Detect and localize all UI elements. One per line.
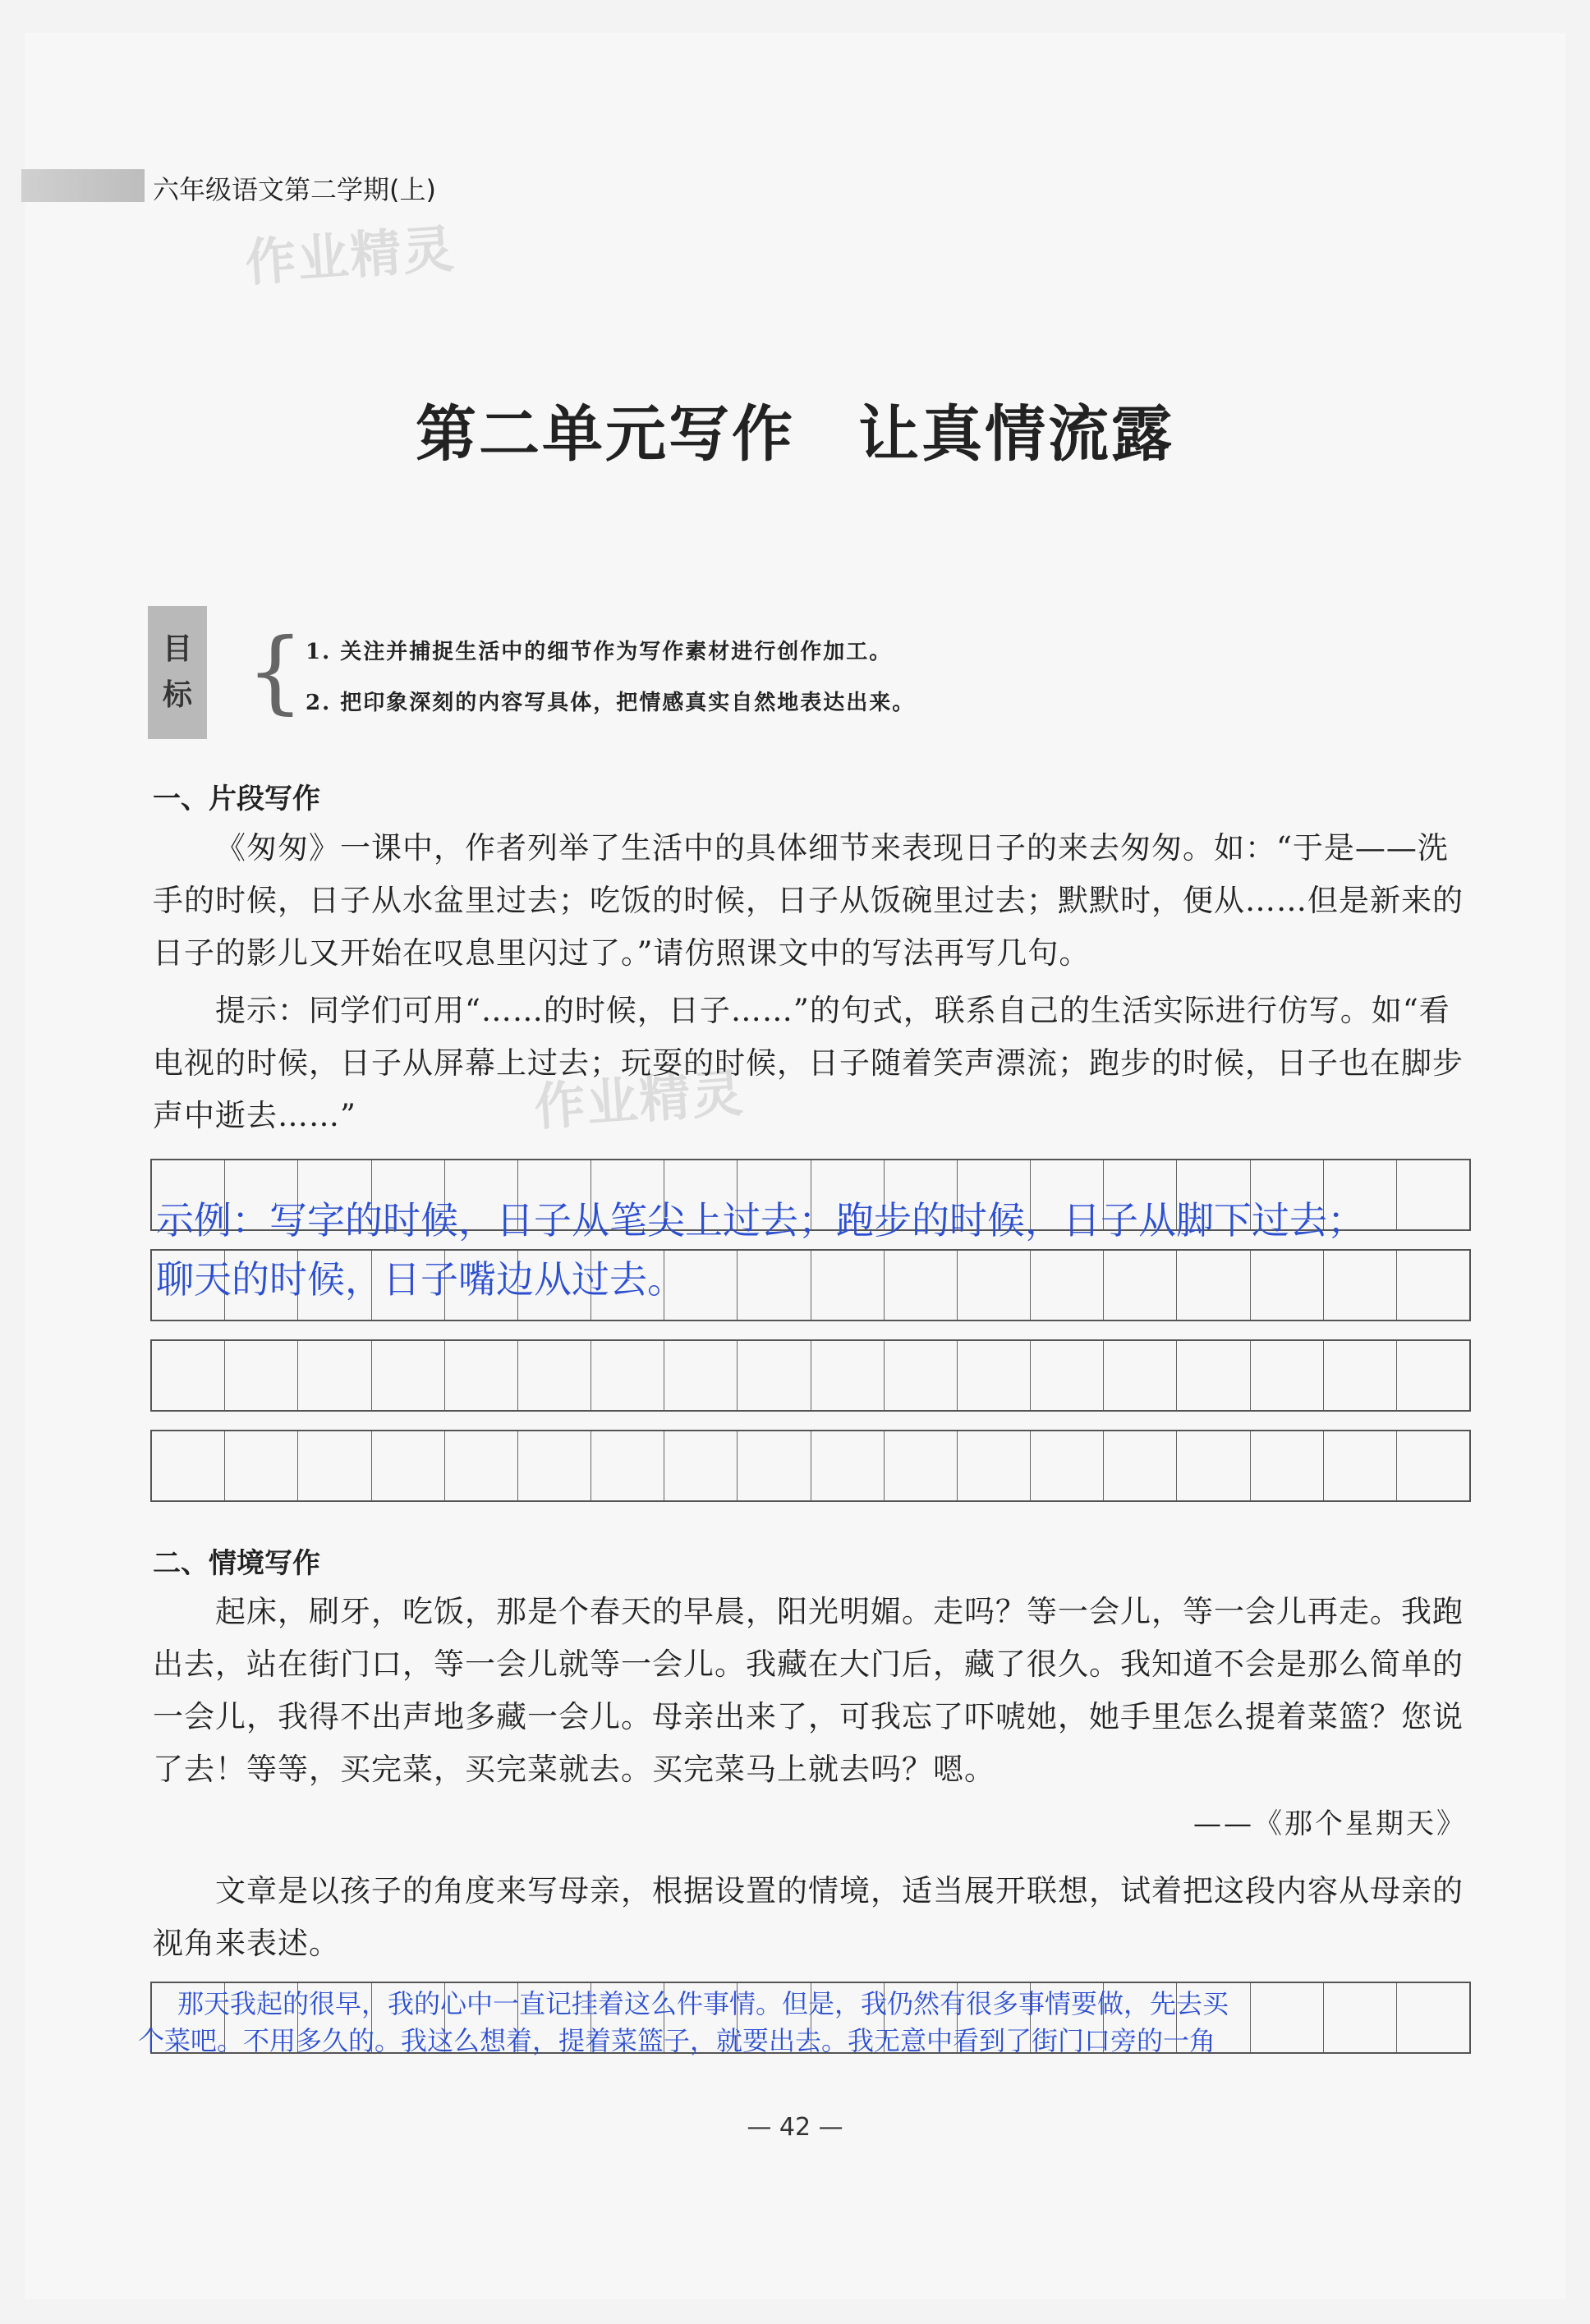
writing-grid-row <box>150 1430 1471 1502</box>
grid-cell <box>372 1341 445 1410</box>
section-heading: 二、情境写作 <box>153 1547 320 1580</box>
grid-cell <box>958 1341 1031 1410</box>
grid-cell <box>518 1431 591 1500</box>
grid-cell <box>1031 1251 1104 1320</box>
grid-cell <box>738 1341 811 1410</box>
grid-cell <box>1324 1431 1397 1500</box>
grid-cell <box>591 1341 664 1410</box>
grid-cell <box>1397 1431 1469 1500</box>
grid-cell <box>1251 1341 1324 1410</box>
grid-cell <box>225 1431 298 1500</box>
grid-cell <box>1251 1983 1324 2052</box>
grid-cell <box>1177 1341 1250 1410</box>
goals-label-char: 标 <box>162 678 192 712</box>
watermark-middle: 作业精灵 <box>532 1063 747 1137</box>
book-title: 六年级语文第二学期(上) <box>153 174 436 205</box>
grid-cell <box>445 1431 518 1500</box>
grid-cell <box>1397 1341 1469 1410</box>
grid-cell <box>1177 1251 1250 1320</box>
grid-cell <box>225 1341 298 1410</box>
scenario-passage: 起床，刷牙，吃饭，那是个春天的早晨，阳光明媚。走吗？等一会儿，等一会儿再走。我跑出去，站在街门口，等一会儿就等一会儿。我藏在大门后，藏了很久。我知道不会是那么简单的一会儿，我得不出声地多藏一会儿。母亲出来了，可我忘了吓唬她，她手里怎么提着菜篮？您说了去！等等，买完菜，买完菜就去。买完菜马上就去吗？嗯。 <box>153 1594 1464 1787</box>
grid-cell <box>1031 1431 1104 1500</box>
handwritten-answer: 聊天的时候，日子嘴边从过去。 <box>156 1257 685 1302</box>
grid-cell <box>372 1431 445 1500</box>
goal-item: 1. 关注并捕捉生活中的细节作为写作素材进行创作加工。 <box>306 640 893 664</box>
goals-label <box>148 606 207 739</box>
grid-cell <box>1177 1431 1250 1500</box>
grid-cell <box>1397 1160 1469 1229</box>
grid-cell <box>664 1431 738 1500</box>
grid-cell <box>1251 1431 1324 1500</box>
grid-cell <box>811 1431 885 1500</box>
header-decoration-bar <box>21 169 145 202</box>
grid-cell <box>518 1341 591 1410</box>
writing-grid-row <box>150 1339 1471 1412</box>
grid-cell <box>1104 1431 1177 1500</box>
goal-item: 2. 把印象深刻的内容写具体，把情感真实自然地表达出来。 <box>306 691 916 715</box>
grid-cell <box>1324 1341 1397 1410</box>
grid-cell <box>811 1341 885 1410</box>
grid-cell <box>1324 1983 1397 2052</box>
grid-cell <box>958 1251 1031 1320</box>
section1-paragraph: 《匆匆》一课中，作者列举了生活中的具体细节来表现日子的来去匆匆。如：“于是——洗手的时候，日子从水盆里过去；吃饭的时候，日子从饭碗里过去；默默时，便从……但是新来的日子的影儿又开始在叹息里闪过了。”请仿照课文中的写法再写几句。 <box>153 830 1464 971</box>
grid-cell <box>152 1431 225 1500</box>
handwritten-answer: 那天我起的很早，我的心中一直记挂着这么件事情。但是，我仍然有很多事情要做，先去买 <box>177 1988 1229 2019</box>
grid-cell <box>1031 1341 1104 1410</box>
passage-source: ——《那个星期天》 <box>1193 1807 1467 1840</box>
handwritten-answer: 示例：写字的时候，日子从笔尖上过去；跑步的时候，日子从脚下过去； <box>156 1198 1365 1242</box>
grid-cell <box>885 1431 958 1500</box>
grid-cell <box>1324 1251 1397 1320</box>
goals-brace: { <box>246 618 304 723</box>
handwritten-answer: 个菜吧。不用多久的。我这么想着，提着菜篮子，就要出去。我无意中看到了街门口旁的一角 <box>138 2025 1216 2056</box>
goals-label-char: 目 <box>162 632 192 666</box>
section1-hint: 提示：同学们可用“……的时候，日子……”的句式，联系自己的生活实际进行仿写。如“看电视的时候，日子从屏幕上过去；玩耍的时候，日子随着笑声漂流；跑步的时候，日子也在脚步声中逝去……” <box>153 993 1464 1133</box>
grid-cell <box>152 1341 225 1410</box>
grid-cell <box>958 1431 1031 1500</box>
grid-cell <box>298 1341 371 1410</box>
grid-cell <box>885 1251 958 1320</box>
grid-cell <box>1397 1251 1469 1320</box>
grid-cell <box>1397 1983 1469 2052</box>
grid-cell <box>811 1251 885 1320</box>
writing-task: 文章是以孩子的角度来写母亲，根据设置的情境，适当展开联想，试着把这段内容从母亲的视角来表述。 <box>153 1873 1464 1961</box>
grid-cell <box>1104 1341 1177 1410</box>
grid-cell <box>1104 1251 1177 1320</box>
page-title: 第二单元写作 让真情流露 <box>416 399 1174 470</box>
watermark-top: 作业精灵 <box>243 218 457 293</box>
section-heading: 一、片段写作 <box>153 783 320 815</box>
grid-cell <box>885 1341 958 1410</box>
grid-cell <box>738 1431 811 1500</box>
page-number: — 42 — <box>747 2113 843 2142</box>
grid-cell <box>1251 1251 1324 1320</box>
grid-cell <box>445 1341 518 1410</box>
grid-cell <box>298 1431 371 1500</box>
grid-cell <box>664 1341 738 1410</box>
grid-cell <box>738 1251 811 1320</box>
grid-cell <box>591 1431 664 1500</box>
